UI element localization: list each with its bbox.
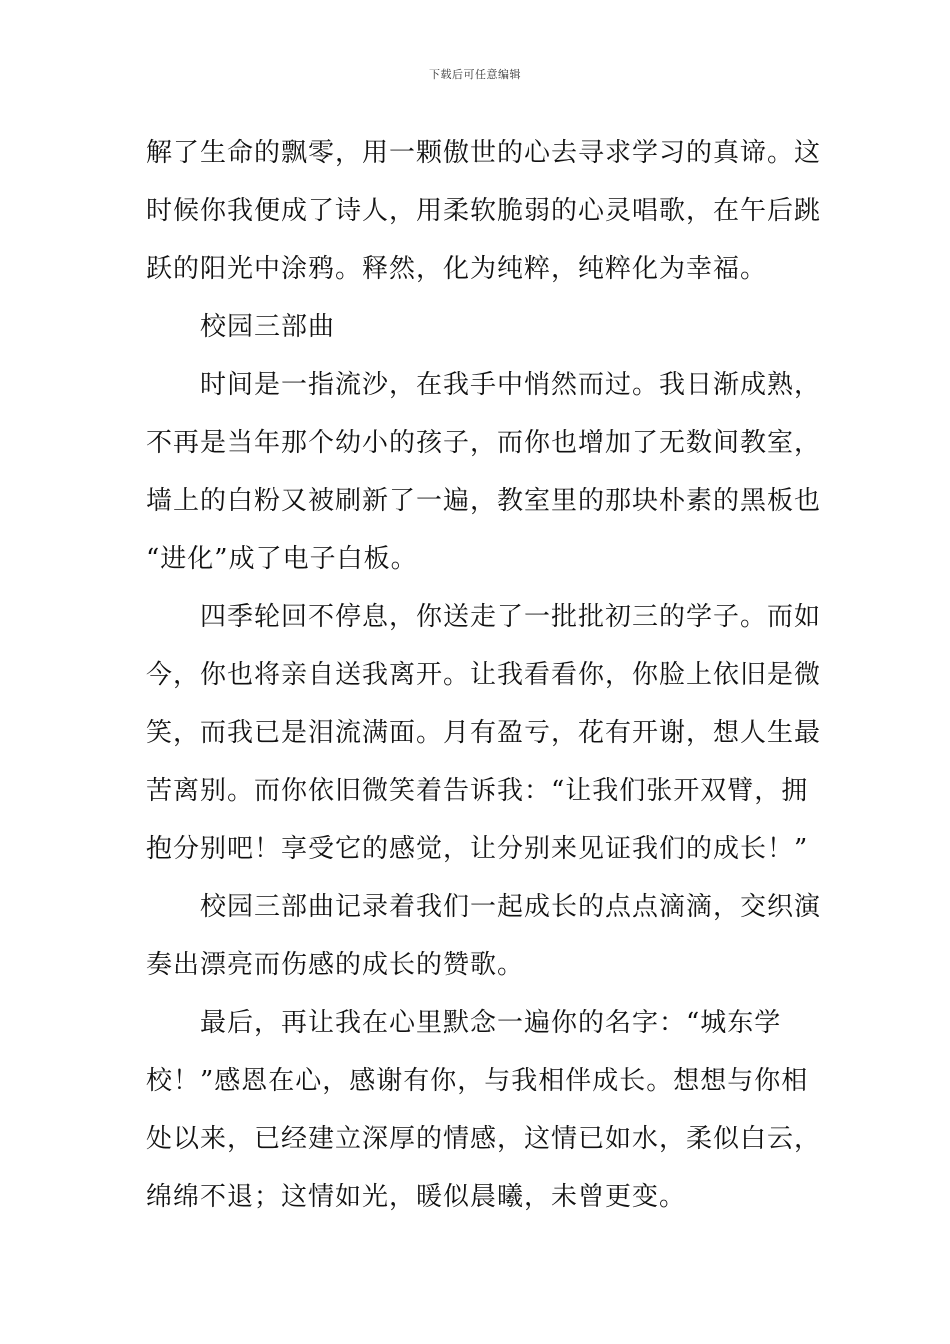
text-line: 时间是一指流沙，在我手中悄然而过。我日渐成熟，: [200, 370, 822, 400]
text-line: 跃的阳光中涂鸦。释然，化为纯粹，纯粹化为幸福。: [146, 254, 768, 284]
text-line: 处以来，已经建立深厚的情感，这情已如水，柔似白云，: [146, 1124, 822, 1154]
page-header: 下载后可任意编辑: [429, 68, 521, 81]
text-line: 四季轮回不停息，你送走了一批批初三的学子。而如: [200, 602, 822, 632]
text-line: 校！”感恩在心，感谢有你，与我相伴成长。想想与你相: [146, 1066, 809, 1096]
text-line: 奏出漂亮而伤感的成长的赞歌。: [146, 950, 525, 980]
text-line: 绵绵不退；这情如光，暖似晨曦，未曾更变。: [146, 1182, 687, 1212]
text-line: 今，你也将亲自送我离开。让我看看你，你脸上依旧是微: [146, 660, 822, 690]
text-line: 解了生命的飘零，用一颗傲世的心去寻求学习的真谛。这: [146, 138, 822, 168]
text-line: 苦离别。而你依旧微笑着告诉我：“让我们张开双臂，拥: [146, 776, 809, 806]
section-title: 校园三部曲: [200, 312, 336, 342]
text-line: 笑，而我已是泪流满面。月有盈亏，花有开谢，想人生最: [146, 718, 822, 748]
text-line: “进化”成了电子白板。: [146, 544, 418, 574]
text-line: 不再是当年那个幼小的孩子，而你也增加了无数间教室，: [146, 428, 822, 458]
document-body: [146, 130, 822, 1232]
text-line: 校园三部曲记录着我们一起成长的点点滴滴，交织演: [200, 892, 822, 922]
text-line: 墙上的白粉又被刷新了一遍，教室里的那块朴素的黑板也: [146, 486, 822, 516]
text-line: 最后，再让我在心里默念一遍你的名字：“城东学: [200, 1008, 782, 1038]
text-line: 抱分别吧！享受它的感觉，让分别来见证我们的成长！”: [146, 834, 809, 864]
text-line: 时候你我便成了诗人，用柔软脆弱的心灵唱歌，在午后跳: [146, 196, 822, 226]
